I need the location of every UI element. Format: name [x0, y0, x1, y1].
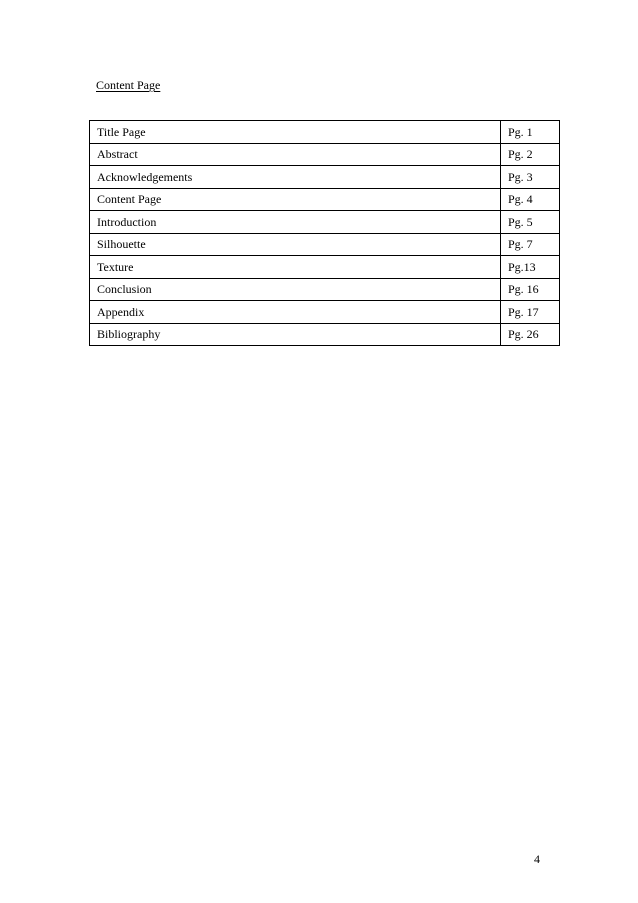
page-title: Content Page [96, 78, 161, 92]
toc-entry-page: Pg.13 [501, 256, 560, 279]
toc-entry-title: Conclusion [90, 278, 501, 301]
toc-entry-page: Pg. 16 [501, 278, 560, 301]
table-of-contents [89, 120, 560, 346]
toc-entry-title: Appendix [90, 301, 501, 324]
toc-entry-page: Pg. 3 [501, 166, 560, 189]
table-row [90, 233, 560, 256]
table-row [90, 323, 560, 346]
toc-entry-page: Pg. 4 [501, 188, 560, 211]
table-row [90, 188, 560, 211]
toc-entry-title: Texture [90, 256, 501, 279]
toc-entry-title: Silhouette [90, 233, 501, 256]
table-row [90, 143, 560, 166]
toc-entry-title: Abstract [90, 143, 501, 166]
toc-entry-page: Pg. 5 [501, 211, 560, 234]
toc-entry-page: Pg. 2 [501, 143, 560, 166]
page-number: 4 [534, 852, 540, 866]
table-row [90, 121, 560, 144]
toc-entry-title: Title Page [90, 121, 501, 144]
table-row [90, 256, 560, 279]
table-row [90, 166, 560, 189]
toc-entry-title: Bibliography [90, 323, 501, 346]
table-row [90, 301, 560, 324]
toc-entry-page: Pg. 17 [501, 301, 560, 324]
toc-entry-page: Pg. 1 [501, 121, 560, 144]
table-row [90, 278, 560, 301]
toc-entry-title: Content Page [90, 188, 501, 211]
toc-entry-title: Introduction [90, 211, 501, 234]
toc-entry-page: Pg. 26 [501, 323, 560, 346]
table-row [90, 211, 560, 234]
toc-entry-title: Acknowledgements [90, 166, 501, 189]
toc-entry-page: Pg. 7 [501, 233, 560, 256]
